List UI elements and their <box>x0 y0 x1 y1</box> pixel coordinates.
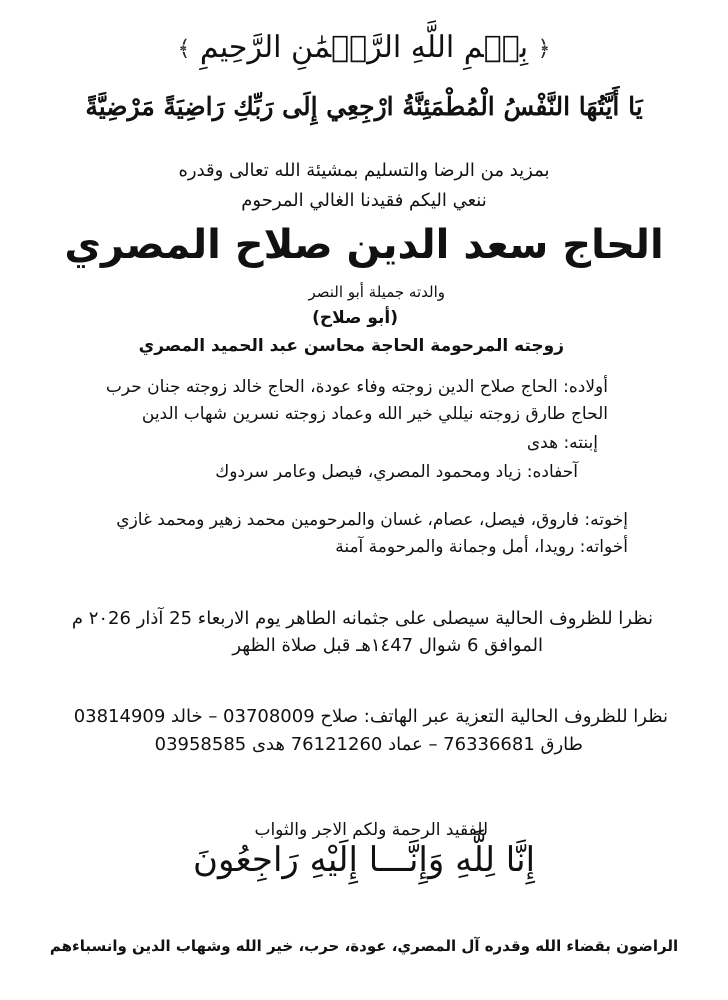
burial-line-2: الموافق 6 شوال ١٤47هـ قبل صلاة الظهر <box>232 635 543 656</box>
deceased-mother: والدته جميلة أبو النصر <box>308 283 445 301</box>
intro-line-1: بمزيد من الرضا والتسليم بمشيئة الله تعالى وقدره <box>178 160 550 181</box>
quran-verse: يَا أَيَّتُهَا النَّفْسُ الْمُطْمَئِنَّةُ ارْجِعِي إِلَى رَبِّكِ رَاضِيَةً مَرْضِيَّةً <box>85 92 643 121</box>
basmala <box>0 30 728 65</box>
deceased-wife: زوجته المرحومة الحاجة محاسن عبد الحميد المصري <box>138 336 564 356</box>
basmala-open-bracket: ﴿ <box>537 36 551 62</box>
grandchildren-line: آحفاده: زياد ومحمود المصري، فيصل وعامر سردوك <box>215 462 578 482</box>
children-line-2: الحاج طارق زوجته نيللي خير الله وعماد زوجته نسرين شهاب الدين <box>141 404 608 424</box>
inna-lillahi-verse: إِنَّا لِلَّهِ وَإِنَّـــا إِلَيْهِ رَاجِعُونَ <box>192 840 536 880</box>
family-footer: الراضون بقضاء الله وقدره آل المصري، عودة، حرب، خير الله وشهاب الدين وانسباءهم <box>49 937 679 955</box>
condolence-phones-line-1: نظرا للظروف الحالية التعزية عبر الهاتف: صلاح 03708009 – خالد 03814909 <box>73 706 668 727</box>
basmala-text: بِسۡمِ اللَّهِ الرَّحۡمَٰنِ الرَّحِيمِ <box>199 30 529 65</box>
sisters-line: أخواته: رويدا، أمل وجمانة والمرحومة آمنة <box>335 537 628 557</box>
burial-line-1: نظرا للظروف الحالية سيصلى على جثمانه الطاهر يوم الاربعاء 25 آذار ٢٠26 م <box>71 608 653 629</box>
daughter-line: إبنته: هدى <box>526 433 598 453</box>
intro-line-2: ننعي اليكم فقيدنا الغالي المرحوم <box>241 190 487 211</box>
deceased-name: الحاج سعد الدين صلاح المصري <box>64 222 664 268</box>
basmala-close-bracket: ﴾ <box>177 36 191 62</box>
brothers-line: إخوته: فاروق، فيصل، عصام، غسان والمرحومين محمد زهير ومحمد غازي <box>116 510 628 530</box>
condolence-phones-line-2: طارق 76336681 – عماد 76121260 هدى 03958585 <box>154 734 583 755</box>
deceased-nickname: (أبو صلاح) <box>312 308 398 328</box>
children-line-1: أولاده: الحاج صلاح الدين زوجته وفاء عودة، الحاج خالد زوجته جنان حرب <box>105 377 608 397</box>
mercy-line: للفقيد الرحمة ولكم الاجر والثواب <box>254 820 488 840</box>
